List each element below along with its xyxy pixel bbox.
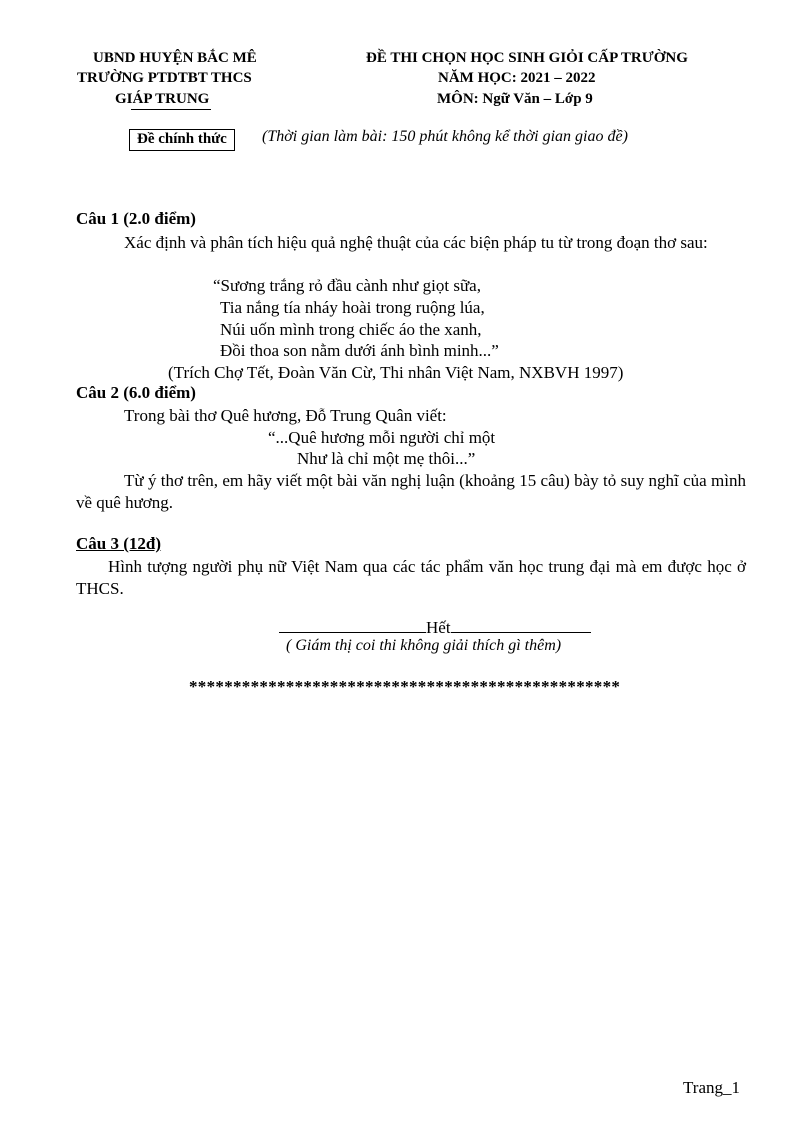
exam-title: ĐỀ THI CHỌN HỌC SINH GIỎI CẤP TRƯỜNG xyxy=(366,50,688,66)
q2-intro: Trong bài thơ Quê hương, Đỗ Trung Quân viết: xyxy=(124,406,447,425)
end-rule-left xyxy=(279,616,426,633)
school-year: NĂM HỌC: 2021 – 2022 xyxy=(438,70,596,86)
q3-prompt: Hình tượng người phụ nữ Việt Nam qua các tác phẩm văn học trung đại mà em được học ở THCS. xyxy=(76,557,746,598)
school-location: GIÁP TRUNG xyxy=(115,91,210,107)
separator-stars: ************************************************* xyxy=(189,677,621,696)
school-authority: UBND HUYỆN BẮC MÊ xyxy=(93,50,257,66)
official-label: Đề chính thức xyxy=(129,129,235,151)
q1-poem-line-1: “Sương trắng rỏ đầu cành như giọt sữa, xyxy=(213,276,481,295)
end-line xyxy=(279,616,591,639)
q3-title: Câu 3 (12đ) xyxy=(76,534,162,553)
page-number: Trang_1 xyxy=(683,1078,740,1097)
subject-grade: MÔN: Ngữ Văn – Lớp 9 xyxy=(437,91,593,107)
header-left-rule xyxy=(131,109,211,110)
end-note: ( Giám thị coi thi không giải thích gì thêm) xyxy=(286,637,562,654)
end-label: Hết xyxy=(426,618,451,637)
school-name: TRƯỜNG PTDTBT THCS xyxy=(77,70,252,86)
q1-poem-line-3: Núi uốn mình trong chiếc áo the xanh, xyxy=(220,320,482,339)
q1-source: (Trích Chợ Tết, Đoàn Văn Cừ, Thi nhân Việt Nam, NXBVH 1997) xyxy=(168,363,624,382)
time-note: (Thời gian làm bài: 150 phút không kể thời gian giao đề) xyxy=(262,128,628,145)
q1-title: Câu 1 (2.0 điểm) xyxy=(76,209,196,228)
end-rule-right xyxy=(451,616,591,633)
q2-poem-line-1: “...Quê hương mỗi người chỉ một xyxy=(268,428,496,447)
q2-poem-line-2: Như là chỉ một mẹ thôi...” xyxy=(297,449,476,468)
q2-title: Câu 2 (6.0 điểm) xyxy=(76,383,196,402)
q1-prompt: Xác định và phân tích hiệu quả nghệ thuật của các biện pháp tu từ trong đoạn thơ sau: xyxy=(124,233,708,252)
q2-prompt: Từ ý thơ trên, em hãy viết một bài văn nghị luận (khoảng 15 câu) bày tỏ suy nghĩ của mình về quê hương. xyxy=(76,471,746,512)
q1-poem-line-2: Tia nắng tía nháy hoài trong ruộng lúa, xyxy=(220,298,485,317)
q1-poem-line-4: Đồi thoa son nằm dưới ánh bình minh...” xyxy=(220,341,499,360)
